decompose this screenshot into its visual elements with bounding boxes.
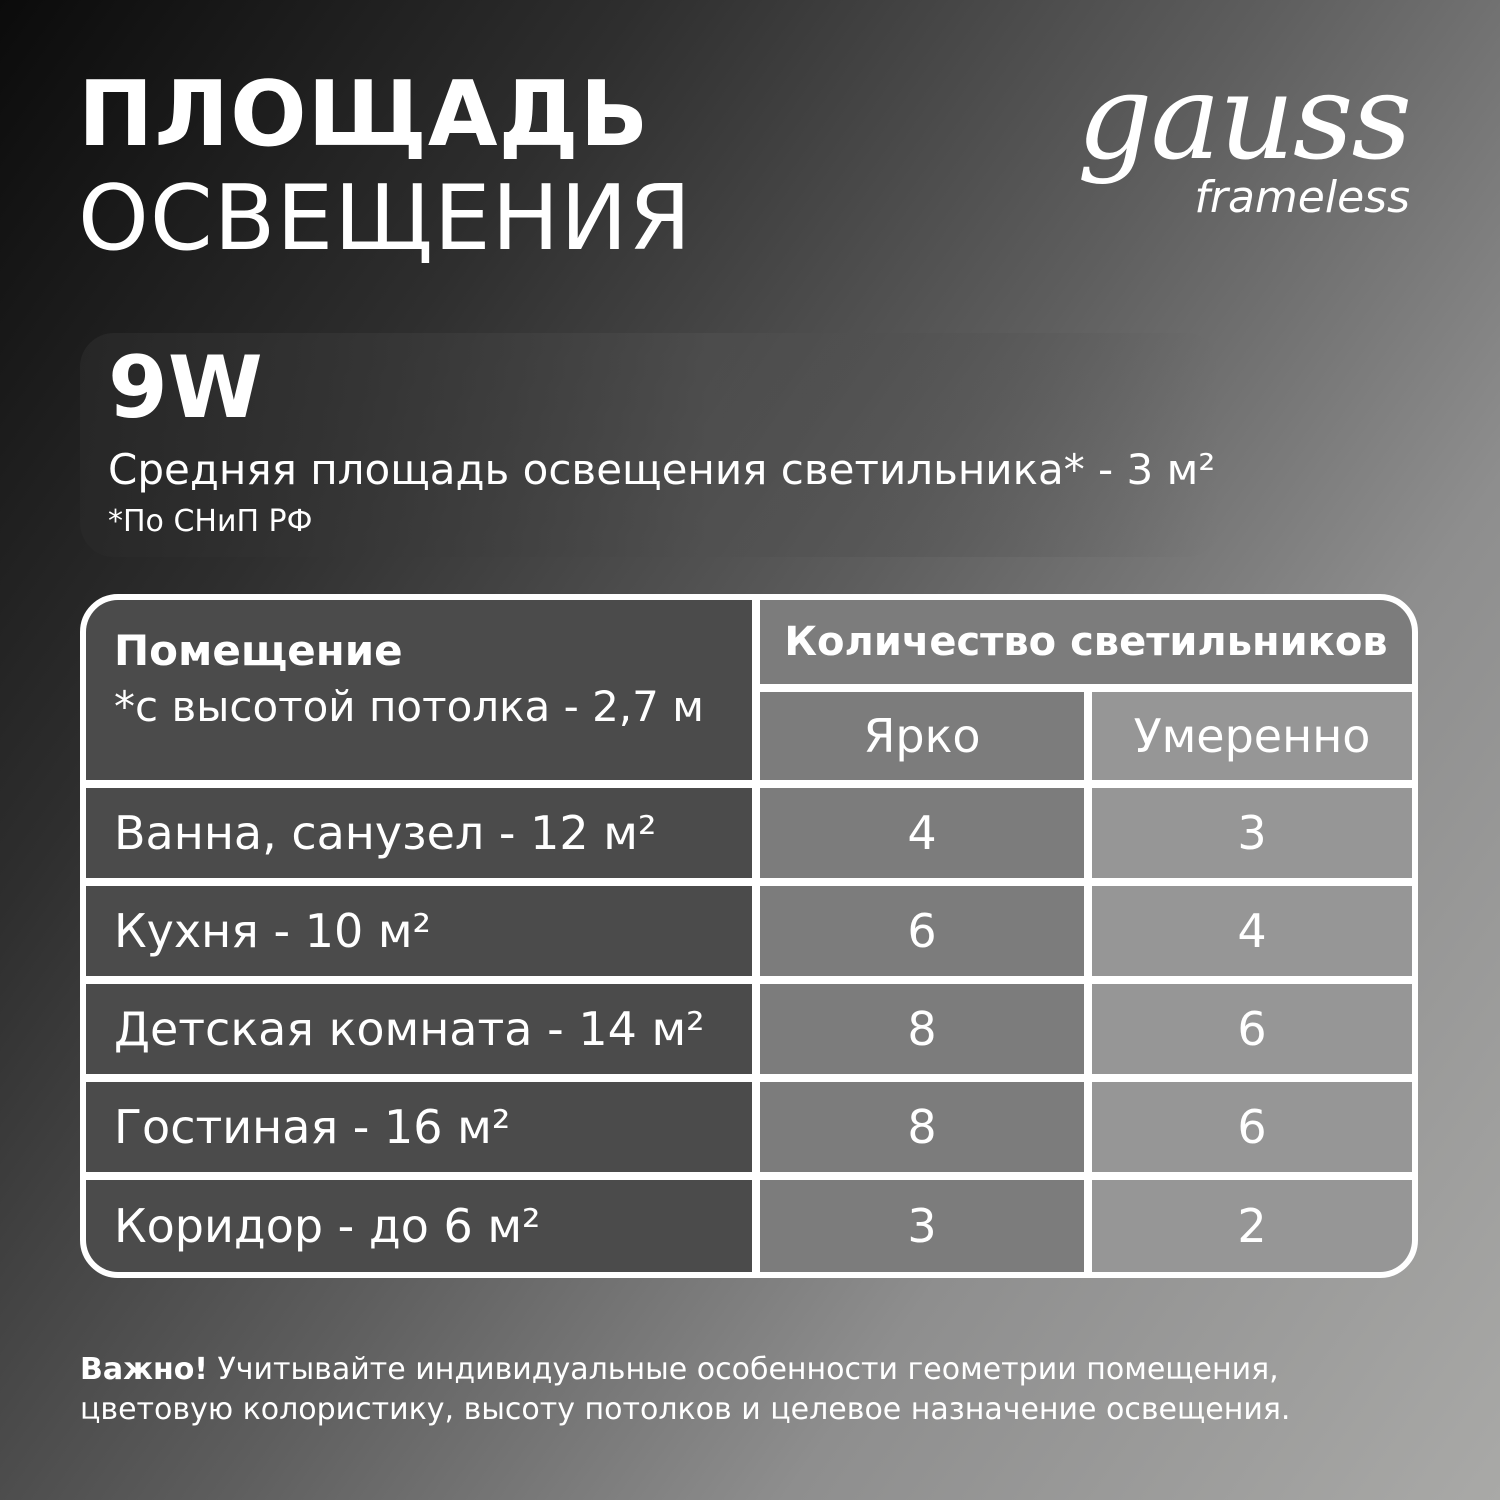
- page-title: [78, 62, 693, 271]
- table-cell-bright: 4: [760, 788, 1084, 878]
- table-cell-bright: 8: [760, 1082, 1084, 1172]
- table-row-room: Кухня - 10 м²: [86, 886, 752, 976]
- important-text: Учитывайте индивидуальные особенности геометрии помещения, цветовую колористику, высоту потолков и целевое назначение освещения.: [80, 1352, 1291, 1427]
- room-subheader: *с высотой потолка - 2,7 м: [114, 682, 704, 731]
- title-line-1: ПЛОЩАДЬ: [78, 62, 650, 167]
- table-row-room: Коридор - до 6 м²: [86, 1180, 752, 1272]
- table-cell-moderate: 2: [1092, 1180, 1412, 1272]
- important-label: Важно!: [80, 1352, 208, 1387]
- table-cell-moderate: 6: [1092, 984, 1412, 1074]
- important-note: [80, 1350, 1440, 1430]
- power-info-panel: [80, 333, 1220, 557]
- room-header-cell: [86, 600, 752, 780]
- table-cell-bright: 8: [760, 984, 1084, 1074]
- table-row-room: Детская комната - 14 м²: [86, 984, 752, 1074]
- table-row-room: Гостиная - 16 м²: [86, 1082, 752, 1172]
- title-line-2: ОСВЕЩЕНИЯ: [78, 166, 693, 271]
- lighting-table: [80, 594, 1418, 1278]
- table-cell-moderate: 4: [1092, 886, 1412, 976]
- moderate-column-header: Умеренно: [1092, 692, 1412, 780]
- power-value: 9W: [108, 338, 263, 438]
- power-description: Средняя площадь освещения светильника* - 3 м²: [108, 445, 1216, 494]
- count-header: Количество светильников: [760, 600, 1412, 684]
- table-row-room: Ванна, санузел - 12 м²: [86, 788, 752, 878]
- power-footnote: *По СНиП РФ: [108, 504, 313, 539]
- logo-main-text: gauss: [1077, 48, 1410, 186]
- brand-logo: [1040, 48, 1410, 228]
- table-cell-bright: 3: [760, 1180, 1084, 1272]
- room-header: Помещение: [114, 626, 403, 675]
- bright-column-header: Ярко: [760, 692, 1084, 780]
- table-cell-bright: 6: [760, 886, 1084, 976]
- table-cell-moderate: 3: [1092, 788, 1412, 878]
- logo-sub-text: frameless: [1194, 172, 1410, 223]
- table-cell-moderate: 6: [1092, 1082, 1412, 1172]
